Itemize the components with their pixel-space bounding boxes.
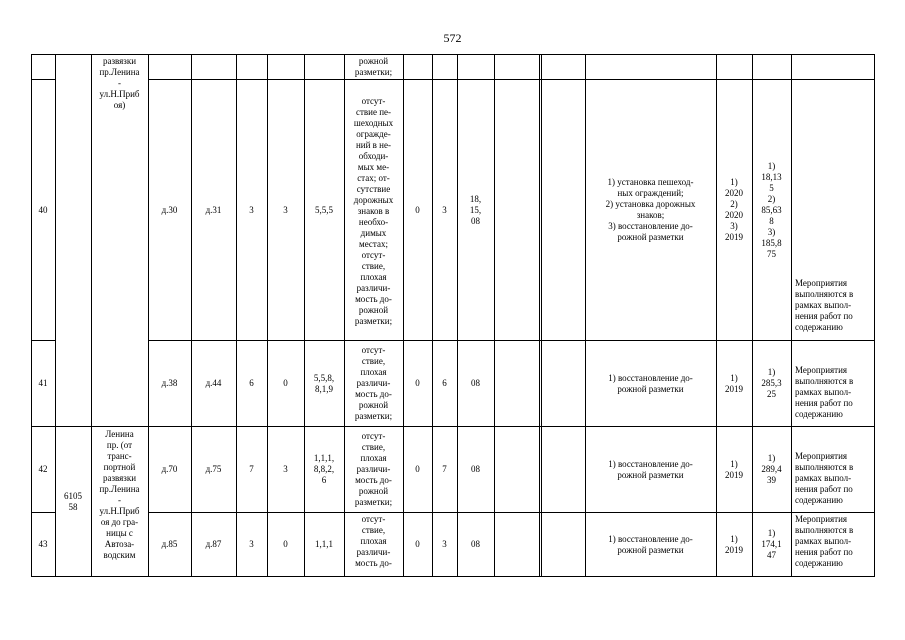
object-description: развязки пр.Ленина - ул.Н.Приб оя) (99, 56, 140, 110)
house-from: д.30 (161, 204, 178, 215)
count-cell: 3 (249, 204, 254, 215)
house-to: д.31 (205, 204, 222, 215)
count-cell: 3 (283, 204, 288, 215)
cost-cell: 1) 289,4 39 (761, 453, 782, 485)
measures-cell: 1) восстановление до- рожной разметки (608, 458, 693, 480)
grid-line (31, 54, 875, 55)
codes-cell: 08 (471, 539, 480, 549)
problem-cell: отсут- ствие, плохая различи- мость до- рожной разметки; (354, 345, 393, 421)
page-number: 572 (443, 31, 462, 45)
count-cell: 0 (415, 204, 420, 215)
count-cell: 3 (442, 539, 447, 549)
measures-cell: 1) восстановление до- рожной разметки (608, 533, 693, 555)
house-to: д.75 (205, 464, 222, 474)
count-cell: 7 (442, 464, 447, 474)
note-cell: Мероприятия выполняются в рамках выпол- нения работ по содержанию (795, 278, 854, 332)
house-from: д.85 (161, 539, 178, 549)
year-cell: 1) 2019 (725, 533, 743, 555)
count-cell: 3 (249, 539, 254, 549)
codes-cell: 5,5,5 (315, 204, 333, 215)
codes-cell: 1,1,1 (315, 539, 333, 549)
house-to: д.44 (205, 378, 222, 388)
problem-cell: отсут- ствие, плохая различи- мость до- рожной разметки; (354, 431, 393, 507)
codes-cell: 1,1,1, 8,8,2, 6 (313, 453, 335, 485)
row-number: 40 (38, 204, 48, 215)
cost-cell: 1) 174,1 47 (761, 528, 782, 560)
measures-cell: 1) установка пешеход- ных ограждений; 2) установка дорожных знаков; 3) восстановление до- рожной разметки (605, 177, 696, 242)
grid-line (541, 54, 542, 576)
section-code: 6105 58 (64, 490, 82, 512)
count-cell: 0 (283, 378, 288, 388)
count-cell: 0 (415, 539, 420, 549)
count-cell: 0 (283, 539, 288, 549)
row-number: 43 (38, 539, 48, 549)
codes-cell: 5,5,8, 8,1,9 (313, 372, 335, 394)
cost-cell: 1) 285,3 25 (761, 367, 782, 399)
problem-cell: отсут- ствие, плохая различи- мость до- (355, 514, 392, 568)
grid-line (31, 576, 875, 577)
count-cell: 6 (442, 378, 447, 388)
house-from: д.70 (161, 464, 178, 474)
problem-cell: рожной разметки; (354, 56, 393, 77)
count-cell: 3 (442, 204, 447, 215)
count-cell: 3 (283, 464, 288, 474)
count-cell: 0 (415, 378, 420, 388)
house-from: д.38 (161, 378, 178, 388)
note-cell: Мероприятия выполняются в рамках выпол- нения работ по содержанию (795, 451, 854, 505)
count-cell: 7 (249, 464, 254, 474)
year-cell: 1) 2019 (725, 458, 743, 480)
codes-cell: 08 (471, 464, 480, 474)
row-number: 41 (38, 378, 48, 388)
problem-cell: отсут- ствие пе- шеходных огражде- ний в не- обходи- мых ме- стах; от- сутствие дорожных знаков в необхо- димых местах; отсут- ствие, плохая различи- мость до- рожной разметки; (353, 96, 394, 326)
codes-cell: 08 (471, 378, 480, 388)
year-cell: 1) 2020 2) 2020 3) 2019 (725, 177, 743, 242)
measures-cell: 1) восстановление до- рожной разметки (608, 372, 693, 394)
row-number: 42 (38, 464, 48, 474)
note-cell: Мероприятия выполняются в рамках выпол- нения работ по содержанию (795, 365, 854, 419)
count-cell: 0 (415, 464, 420, 474)
cost-cell: 1) 18,13 5 2) 85,63 8 3) 185,8 75 (761, 160, 782, 259)
grid-line (791, 54, 792, 576)
count-cell: 6 (249, 378, 254, 388)
grid-line (539, 54, 540, 576)
note-cell: Мероприятия выполняются в рамках выпол- нения работ по содержанию (795, 514, 854, 568)
house-to: д.87 (205, 539, 222, 549)
year-cell: 1) 2019 (725, 372, 743, 394)
object-description: Ленина пр. (от транс- портной развязки пр.Ленина - ул.Н.Приб оя до гра- ницы с Автоза- водским (99, 429, 140, 560)
codes-cell: 18, 15, 08 (469, 193, 482, 226)
grid-line (494, 54, 495, 576)
